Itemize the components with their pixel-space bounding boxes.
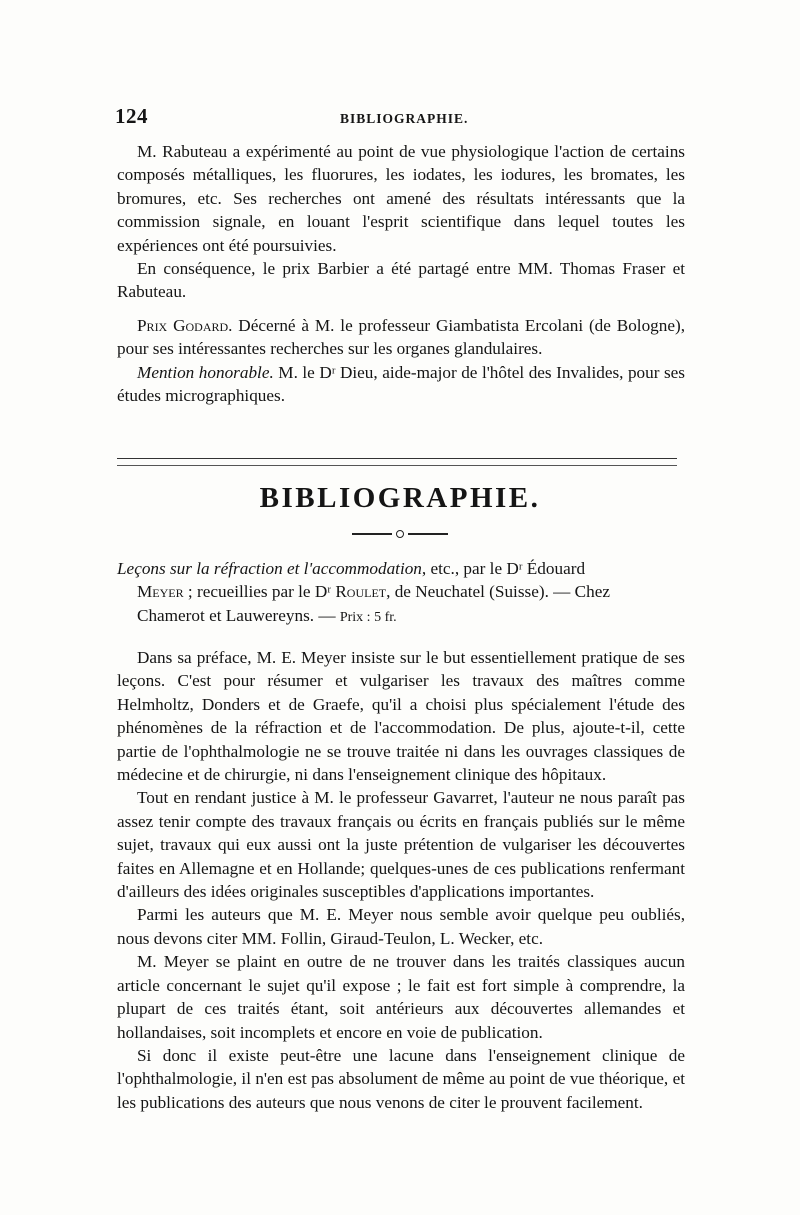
citation-author-prefix: , etc., par le Dʳ Édouard	[421, 559, 586, 578]
paragraph-godard-prize	[117, 314, 685, 361]
paragraph-rabuteau: M. Rabuteau a expérimenté au point de vue physiologique l'action de certains composés métalliques, les fluorures, les iodates, les iodures, les bromates, les bromures, etc. Ses recherches ont amené des résultats intéressants que la commission signale, en louant l'esprit scientifique dans lequel toutes les expériences ont été poursuivies.	[117, 142, 685, 255]
honorable-mention-label: Mention honorable.	[137, 362, 274, 382]
book-citation	[117, 557, 685, 629]
running-head: BIBLIOGRAPHIE.	[340, 111, 469, 126]
page-number: 124	[115, 104, 148, 128]
book-editor: Roulet	[335, 582, 387, 602]
title-ornament	[352, 530, 448, 538]
section-divider	[117, 458, 677, 466]
godard-prize-label: Prix Godard.	[137, 315, 233, 335]
book-price: Prix : 5 fr.	[339, 609, 397, 625]
review-paragraph-2: Tout en rendant justice à M. le professeur Gavarret, l'auteur ne nous paraît pas assez tenir compte des travaux français ou écrits en français publiés sur le même sujet, travaux qui eux aussi ont la juste prétention de vulgariser les découvertes faites en Allemagne et en Hollande; quelques-unes de ces publications renfermant d'ailleurs des idées originales susceptibles d'applications importantes.	[117, 788, 685, 902]
section-title: BIBLIOGRAPHIE.	[259, 482, 541, 514]
paragraph-honorable-mention	[117, 361, 685, 408]
review-paragraph-1: Dans sa préface, M. E. Meyer insiste sur le but essentiellement pratique de ses leçons. C'est pour résumer et vulgariser les travaux des maîtres comme Helmholtz, Donders et de Graefe, qu'il a choisi plus spécialement l'étude des phénomènes de la réfraction et de l'accommodation. De plus, ajoute-t-il, cette partie de l'ophthalmologie ne se trouve traitée ni dans les ouvrages classiques de médecine et de chirurgie, ni dans l'enseignement clinique des hôpitaux.	[117, 648, 685, 785]
book-publisher: Chamerot et Lauwereyns. —	[137, 605, 340, 625]
godard-prize-text: Décerné à M. le professeur Giambatista Ercolani (de Bologne), pour ses intéressantes recherches sur les organes glandulaires.	[117, 315, 685, 359]
citation-line-2	[117, 580, 685, 603]
review-paragraph-3: Parmi les auteurs que M. E. Meyer nous semble avoir quelque peu oubliés, nous devons citer MM. Follin, Giraud-Teulon, L. Wecker, etc.	[117, 905, 685, 948]
citation-editor-prefix: ; recueillies par le Dʳ	[183, 582, 336, 602]
page-header	[115, 104, 685, 132]
honorable-mention-text: M. le Dʳ Dieu, aide-major de l'hôtel des Invalides, pour ses études micrographiques.	[117, 362, 685, 406]
review-paragraph-5: Si donc il existe peut-être une lacune dans l'enseignement clinique de l'ophthalmologie, il n'en est pas absolument de même au point de vue théorique, et les publications des auteurs que nous venons de citer le prouvent facilement.	[117, 1045, 685, 1112]
book-author: Meyer	[137, 582, 184, 602]
review-paragraph-4: M. Meyer se plaint en outre de ne trouver dans les traités classiques aucun article concernant le sujet qu'il expose ; le fait est fort simple à comprendre, la plupart de ces traités étant, soit antérieurs aux découvertes allemandes et hollandaises, soit incomplets et encore en voie de publication.	[117, 952, 685, 1042]
prize-report-section	[117, 140, 685, 407]
citation-location: , de Neuchatel (Suisse). — Chez	[386, 582, 610, 602]
citation-line-3	[117, 604, 685, 629]
paragraph-barbier-prize: En conséquence, le prix Barbier a été partagé entre MM. Thomas Fraser et Rabuteau.	[117, 259, 685, 302]
book-title: Leçons sur la réfraction et l'accommodation	[117, 559, 422, 578]
citation-line-1	[117, 557, 685, 580]
book-review	[117, 646, 685, 1114]
